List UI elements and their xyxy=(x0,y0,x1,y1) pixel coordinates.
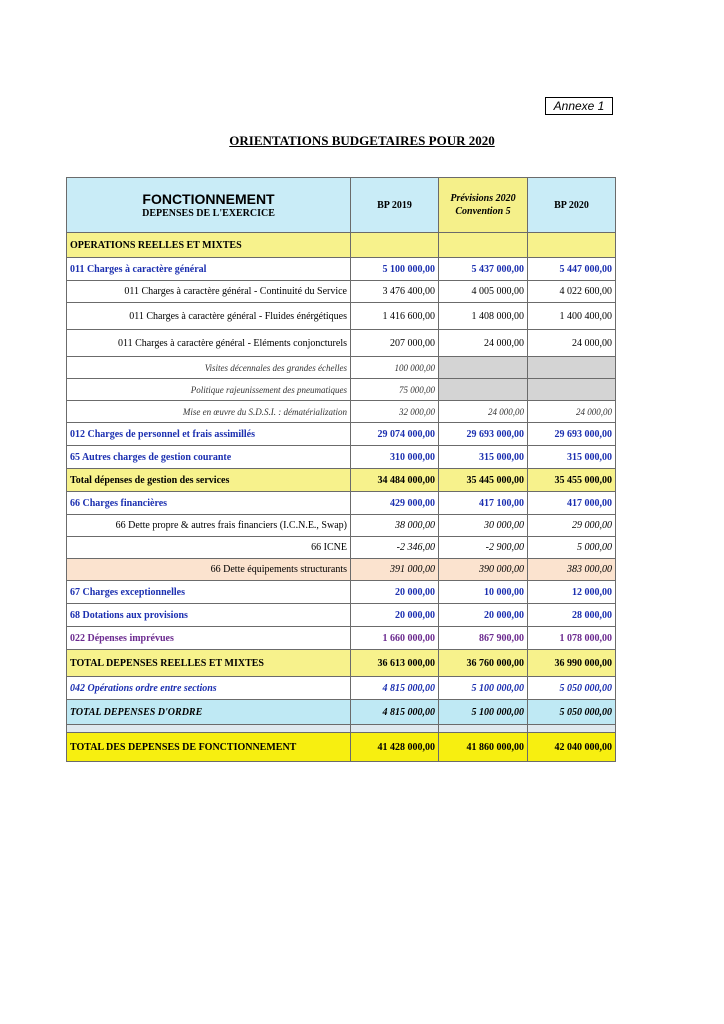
value-bp2019: 1 660 000,00 xyxy=(351,627,439,650)
value-bp2020: 29 000,00 xyxy=(528,515,616,537)
header-main: FONCTIONNEMENT xyxy=(142,191,275,207)
row-label: 66 Dette propre & autres frais financiers (I.C.N.E., Swap) xyxy=(67,515,351,537)
value-bp2020: 36 990 000,00 xyxy=(528,650,616,677)
table-row xyxy=(67,233,616,258)
value-previsions: 1 408 000,00 xyxy=(439,303,528,330)
row-label: 022 Dépenses imprévues xyxy=(67,627,351,650)
value-bp2020: 417 000,00 xyxy=(528,492,616,515)
value-bp2020: 12 000,00 xyxy=(528,581,616,604)
table-row xyxy=(67,401,616,423)
table-row xyxy=(67,446,616,469)
value-previsions: 417 100,00 xyxy=(439,492,528,515)
row-label: 011 Charges à caractère général - Continuité du Service xyxy=(67,281,351,303)
row-label: 012 Charges de personnel et frais assimillés xyxy=(67,423,351,446)
value-bp2019: 207 000,00 xyxy=(351,330,439,357)
value-previsions: 30 000,00 xyxy=(439,515,528,537)
header-bp2019: BP 2019 xyxy=(351,178,439,233)
header-title-cell xyxy=(67,178,351,233)
value-bp2019: 429 000,00 xyxy=(351,492,439,515)
row-label: 011 Charges à caractère général xyxy=(67,258,351,281)
value-bp2019: -2 346,00 xyxy=(351,537,439,559)
table-row xyxy=(67,581,616,604)
value-bp2019: 1 416 600,00 xyxy=(351,303,439,330)
header-sub: DEPENSES DE L'EXERCICE xyxy=(142,208,275,219)
budget-table xyxy=(66,177,616,762)
value-bp2020: 35 455 000,00 xyxy=(528,469,616,492)
table-row xyxy=(67,303,616,330)
value-previsions: 20 000,00 xyxy=(439,604,528,627)
row-label: 042 Opérations ordre entre sections xyxy=(67,677,351,700)
value-previsions: 5 100 000,00 xyxy=(439,700,528,725)
value-bp2020: 5 000,00 xyxy=(528,537,616,559)
value-bp2019: 36 613 000,00 xyxy=(351,650,439,677)
table-row xyxy=(67,515,616,537)
value-bp2020: 5 447 000,00 xyxy=(528,258,616,281)
value-bp2020: 29 693 000,00 xyxy=(528,423,616,446)
table-row xyxy=(67,492,616,515)
value-bp2019: 29 074 000,00 xyxy=(351,423,439,446)
row-label: TOTAL DES DEPENSES DE FONCTIONNEMENT xyxy=(67,733,351,762)
value-previsions: 390 000,00 xyxy=(439,559,528,581)
value-bp2020: 24 000,00 xyxy=(528,330,616,357)
row-label: 011 Charges à caractère général - Fluides énérgétiques xyxy=(67,303,351,330)
value-previsions: 5 100 000,00 xyxy=(439,677,528,700)
value-bp2019: 75 000,00 xyxy=(351,379,439,401)
table-header-row xyxy=(67,178,616,233)
table-row xyxy=(67,258,616,281)
value-bp2020 xyxy=(528,357,616,379)
value-bp2020: 24 000,00 xyxy=(528,401,616,423)
value-previsions: 5 437 000,00 xyxy=(439,258,528,281)
value-previsions: 4 005 000,00 xyxy=(439,281,528,303)
table-row xyxy=(67,604,616,627)
value-bp2020 xyxy=(528,379,616,401)
row-label: 011 Charges à caractère général - Eléments conjoncturels xyxy=(67,330,351,357)
value-bp2019: 41 428 000,00 xyxy=(351,733,439,762)
table-row xyxy=(67,650,616,677)
table-row xyxy=(67,677,616,700)
value-bp2020: 5 050 000,00 xyxy=(528,700,616,725)
row-label: 66 Charges financières xyxy=(67,492,351,515)
value-bp2019: 391 000,00 xyxy=(351,559,439,581)
value-previsions: 36 760 000,00 xyxy=(439,650,528,677)
value-bp2020: 42 040 000,00 xyxy=(528,733,616,762)
value-previsions xyxy=(439,379,528,401)
table-row xyxy=(67,537,616,559)
header-previsions xyxy=(439,178,528,233)
value-previsions: 24 000,00 xyxy=(439,330,528,357)
value-bp2019: 20 000,00 xyxy=(351,581,439,604)
header-previsions-line1: Prévisions 2020 xyxy=(450,193,516,204)
row-label: 67 Charges exceptionnelles xyxy=(67,581,351,604)
value-previsions: 35 445 000,00 xyxy=(439,469,528,492)
value-bp2019: 38 000,00 xyxy=(351,515,439,537)
row-label: 66 ICNE xyxy=(67,537,351,559)
value-bp2019: 4 815 000,00 xyxy=(351,677,439,700)
row-label: Total dépenses de gestion des services xyxy=(67,469,351,492)
header-bp2020: BP 2020 xyxy=(528,178,616,233)
row-label: Politique rajeunissement des pneumatiques xyxy=(67,379,351,401)
table-row xyxy=(67,700,616,725)
value-bp2019: 3 476 400,00 xyxy=(351,281,439,303)
row-label: 68 Dotations aux provisions xyxy=(67,604,351,627)
table-row xyxy=(67,379,616,401)
value-bp2020: 1 400 400,00 xyxy=(528,303,616,330)
value-previsions xyxy=(439,357,528,379)
row-label: TOTAL DEPENSES REELLES ET MIXTES xyxy=(67,650,351,677)
value-bp2020: 1 078 000,00 xyxy=(528,627,616,650)
row-label: OPERATIONS REELLES ET MIXTES xyxy=(67,233,351,258)
value-bp2019: 34 484 000,00 xyxy=(351,469,439,492)
value-previsions: 29 693 000,00 xyxy=(439,423,528,446)
value-previsions: 867 900,00 xyxy=(439,627,528,650)
value-previsions: 315 000,00 xyxy=(439,446,528,469)
page-title: ORIENTATIONS BUDGETAIRES POUR 2020 xyxy=(229,133,495,148)
table-row xyxy=(67,627,616,650)
value-previsions: 41 860 000,00 xyxy=(439,733,528,762)
value-bp2019: 32 000,00 xyxy=(351,401,439,423)
value-previsions: 10 000,00 xyxy=(439,581,528,604)
row-label: Mise en œuvre du S.D.S.I. : dématérialization xyxy=(67,401,351,423)
value-bp2020: 383 000,00 xyxy=(528,559,616,581)
row-label: Visites décennales des grandes échelles xyxy=(67,357,351,379)
table-row xyxy=(67,559,616,581)
row-label: TOTAL DEPENSES D'ORDRE xyxy=(67,700,351,725)
table-row xyxy=(67,357,616,379)
table-row xyxy=(67,733,616,762)
annex-label: Annexe 1 xyxy=(545,97,613,115)
table-row xyxy=(67,281,616,303)
row-label: 66 Dette équipements structurants xyxy=(67,559,351,581)
header-previsions-line2: Convention 5 xyxy=(455,206,511,217)
value-bp2019: 100 000,00 xyxy=(351,357,439,379)
value-bp2020: 315 000,00 xyxy=(528,446,616,469)
value-bp2019: 310 000,00 xyxy=(351,446,439,469)
value-previsions: 24 000,00 xyxy=(439,401,528,423)
row-label: 65 Autres charges de gestion courante xyxy=(67,446,351,469)
value-bp2019: 4 815 000,00 xyxy=(351,700,439,725)
value-bp2019: 20 000,00 xyxy=(351,604,439,627)
value-bp2020: 28 000,00 xyxy=(528,604,616,627)
table-row xyxy=(67,469,616,492)
value-previsions: -2 900,00 xyxy=(439,537,528,559)
table-row xyxy=(67,423,616,446)
value-bp2020: 5 050 000,00 xyxy=(528,677,616,700)
table-row xyxy=(67,330,616,357)
table-spacer-row xyxy=(67,725,616,733)
value-bp2020: 4 022 600,00 xyxy=(528,281,616,303)
value-bp2019: 5 100 000,00 xyxy=(351,258,439,281)
